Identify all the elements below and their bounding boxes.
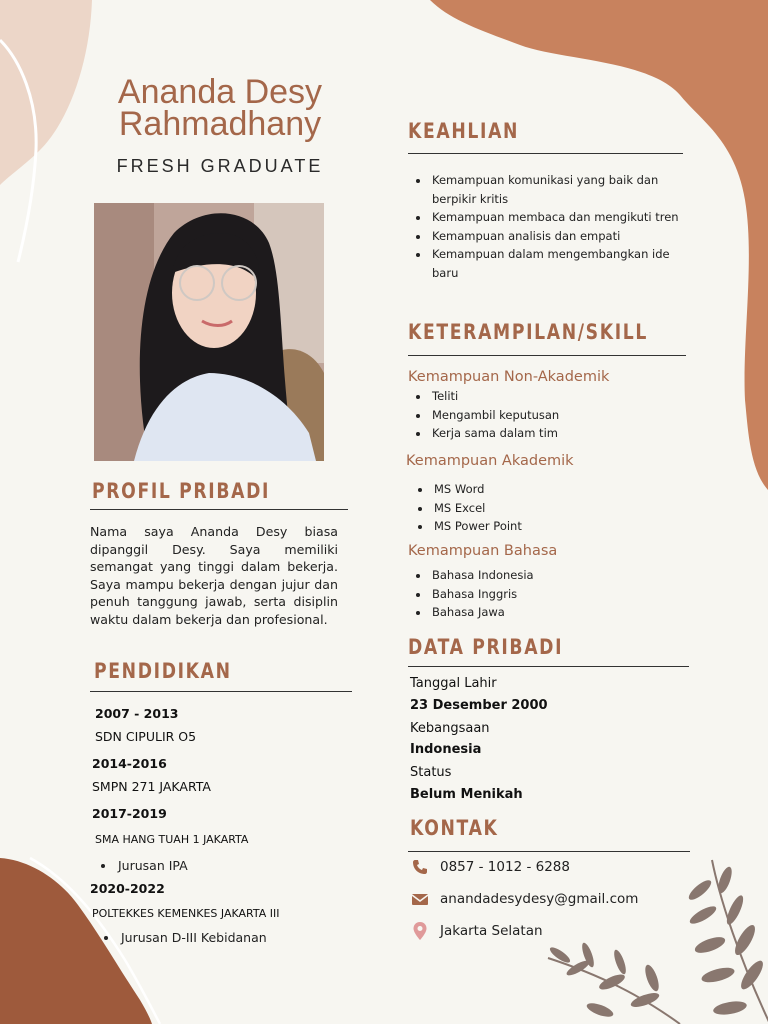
map-pin-icon bbox=[412, 922, 428, 940]
divider bbox=[408, 153, 683, 154]
edu-years: 2014-2016 bbox=[92, 756, 167, 771]
list-item: • MS Word bbox=[432, 480, 682, 499]
phone-icon bbox=[412, 859, 428, 875]
list-item: • MS Excel bbox=[432, 499, 682, 518]
birthdate-value: 23 Desember 2000 bbox=[410, 698, 548, 713]
subsection-bahasa: Kemampuan Bahasa bbox=[408, 543, 558, 559]
list-item: • Kerja sama dalam tim bbox=[430, 424, 680, 443]
list-item: • Mengambil keputusan bbox=[430, 406, 680, 425]
contact-location bbox=[412, 922, 543, 940]
job-title: FRESH GRADUATE bbox=[116, 156, 324, 176]
list-item: • Jurusan D-III Kebidanan bbox=[119, 929, 349, 948]
phone-number: 0857 - 1012 - 6288 bbox=[440, 859, 570, 875]
status-value: Belum Menikah bbox=[410, 787, 523, 802]
email-address: anandadesydesy@gmail.com bbox=[440, 891, 639, 907]
nationality-value: Indonesia bbox=[410, 742, 482, 757]
list-item: • Bahasa Jawa bbox=[430, 603, 680, 622]
name-line-1: Ananda Desy bbox=[117, 73, 323, 111]
keahlian-list bbox=[410, 171, 680, 282]
bahasa-list bbox=[410, 566, 680, 622]
edu-school: SMPN 271 JAKARTA bbox=[92, 779, 211, 794]
divider bbox=[90, 691, 352, 692]
edu-detail-list bbox=[99, 929, 349, 948]
divider bbox=[408, 355, 686, 356]
list-item: • Kemampuan analisis dan empati bbox=[430, 227, 680, 246]
section-title-kontak: KONTAK bbox=[410, 816, 499, 840]
edu-school: POLTEKKES KEMENKES JAKARTA III bbox=[92, 907, 280, 920]
divider bbox=[90, 509, 348, 510]
list-item: • Kemampuan dalam mengembangkan ide baru bbox=[430, 245, 680, 282]
birthdate-label: Tanggal Lahir bbox=[410, 676, 497, 691]
edu-years: 2017-2019 bbox=[92, 806, 167, 821]
edu-school: SMA HANG TUAH 1 JAKARTA bbox=[95, 833, 249, 846]
list-item: • Teliti bbox=[430, 387, 680, 406]
divider bbox=[408, 666, 689, 667]
non-akademik-list bbox=[410, 387, 680, 443]
section-title-keahlian: KEAHLIAN bbox=[408, 119, 520, 143]
edu-school: SDN CIPULIR O5 bbox=[95, 729, 197, 744]
subsection-akademik: Kemampuan Akademik bbox=[406, 453, 574, 469]
full-name bbox=[60, 73, 380, 143]
list-item: • Jurusan IPA bbox=[116, 857, 336, 876]
envelope-icon bbox=[412, 892, 428, 906]
divider bbox=[408, 851, 690, 852]
edu-detail-list bbox=[96, 857, 336, 876]
section-title-profil: PROFIL PRIBADI bbox=[92, 479, 271, 503]
contact-phone bbox=[412, 859, 570, 875]
edu-years: 2007 - 2013 bbox=[95, 706, 179, 721]
location-text: Jakarta Selatan bbox=[440, 923, 543, 939]
akademik-list bbox=[412, 480, 682, 536]
nationality-label: Kebangsaan bbox=[410, 721, 490, 736]
leaf-decoration bbox=[548, 860, 768, 1024]
list-item: • Kemampuan membaca dan mengikuti tren bbox=[430, 208, 680, 227]
list-item: • Bahasa Inggris bbox=[430, 585, 680, 604]
contact-email bbox=[412, 891, 638, 907]
section-title-skill: KETERAMPILAN/SKILL bbox=[408, 320, 648, 344]
section-title-data-pribadi: DATA PRIBADI bbox=[408, 635, 564, 659]
section-title-pendidikan: PENDIDIKAN bbox=[94, 659, 232, 683]
subsection-non-akademik: Kemampuan Non-Akademik bbox=[408, 369, 610, 385]
profile-photo bbox=[94, 203, 324, 461]
list-item: • Bahasa Indonesia bbox=[430, 566, 680, 585]
list-item: • MS Power Point bbox=[432, 517, 682, 536]
list-item: • Kemampuan komunikasi yang baik dan berpikir kritis bbox=[430, 171, 680, 208]
name-line-2: Rahmadhany bbox=[118, 105, 322, 143]
status-label: Status bbox=[410, 765, 452, 780]
edu-years: 2020-2022 bbox=[90, 881, 165, 896]
profil-text: Nama saya Ananda Desy biasa dipanggil Desy. Saya memiliki semangat yang tinggi dalam bekerja. Saya mampu bekerja dengan jujur dan penuh tanggung jawab, serta disiplin waktu dalam bekerja dan profesional. bbox=[90, 524, 338, 627]
